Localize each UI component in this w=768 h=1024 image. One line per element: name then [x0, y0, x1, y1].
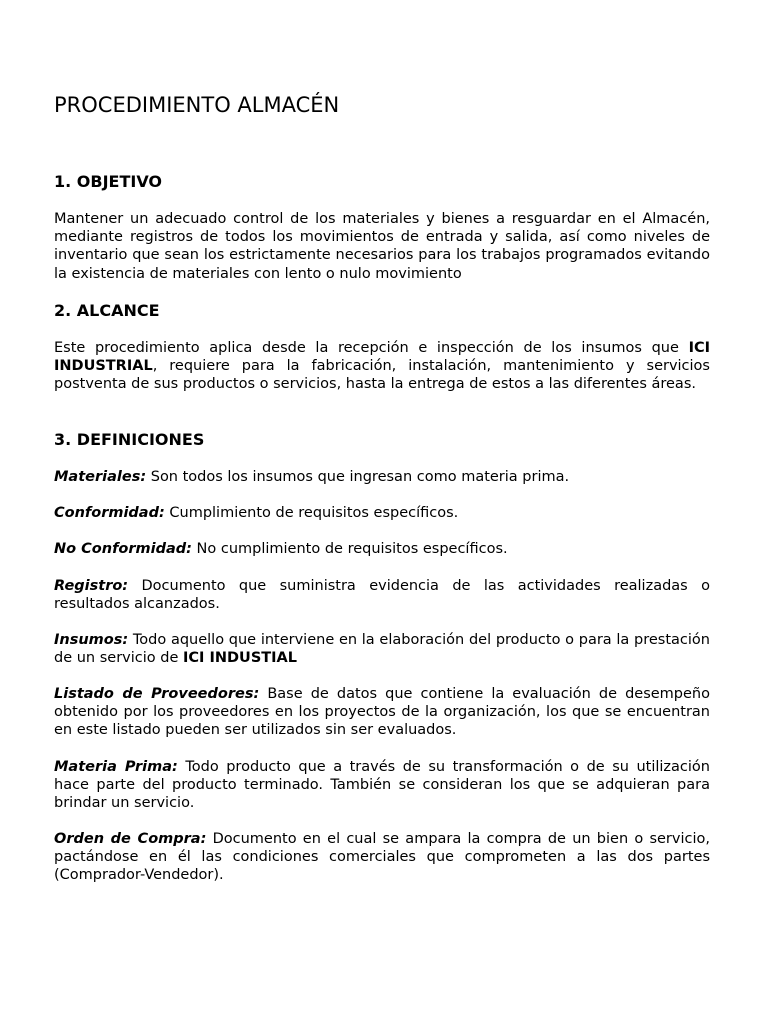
- alcance-paragraph: [54, 339, 710, 394]
- definition-text: Documento que suministra evidencia de las actividades realizadas o resultados alcanzados.: [54, 578, 710, 613]
- definition-company-name: ICI INDUSTIAL: [183, 650, 298, 667]
- definition-materiales: [54, 468, 710, 486]
- definition-orden-de-compra: [54, 830, 710, 885]
- section-heading-definiciones: 3. DEFINICIONES: [54, 430, 205, 449]
- definition-term: Orden de Compra:: [54, 831, 207, 847]
- definition-term: Conformidad:: [54, 505, 165, 521]
- definition-term: Materiales:: [54, 469, 147, 485]
- definition-term: Listado de Proveedores:: [54, 686, 260, 702]
- definition-text: Son todos los insumos que ingresan como materia prima.: [146, 469, 570, 485]
- alcance-text-before: Este procedimiento aplica desde la recepción e inspección de los insumos que: [54, 340, 689, 356]
- definition-term: Registro:: [54, 578, 129, 594]
- definition-text: Base de datos que contiene la evaluación de desempeño obtenido por los proveedores en los proyectos de la organización, los que se encuentran en este listado pueden ser utilizados sin ser evaluados.: [54, 686, 710, 739]
- definition-text: Todo aquello que interviene en la elaboración del producto o para la prestación de un servicio de: [54, 632, 710, 667]
- definition-registro: [54, 577, 710, 613]
- definition-term: Materia Prima:: [54, 759, 178, 775]
- definition-text: Documento en el cual se ampara la compra de un bien o servicio, pactándose en él las condiciones comerciales que comprometen a las dos partes (Comprador-Vendedor).: [54, 831, 710, 884]
- definition-term: Insumos:: [54, 632, 129, 648]
- alcance-text-after: , requiere para la fabricación, instalación, mantenimiento y servicios postventa de sus productos o servicios, hasta la entrega de estos a las diferentes áreas.: [54, 358, 710, 393]
- definition-listado-de-proveedores: [54, 685, 710, 740]
- section-heading-alcance: 2. ALCANCE: [54, 301, 160, 320]
- definition-text: No cumplimiento de requisitos específicos.: [191, 541, 508, 557]
- objetivo-paragraph: Mantener un adecuado control de los materiales y bienes a resguardar en el Almacén, mediante registros de todos los movimientos de entrada y salida, así como niveles de inventario que sean los estrictamente necesarios para los trabajos programados evitando la existencia de materiales con lento o nulo movimiento: [54, 211, 710, 282]
- definition-term: No Conformidad:: [54, 541, 192, 557]
- document-title: PROCEDIMIENTO ALMACÉN: [54, 93, 340, 117]
- definition-materia-prima: [54, 758, 710, 813]
- definition-text: Todo producto que a través de su transformación o de su utilización hace parte del producto terminado. También se consideran los que se adquieran para brindar un servicio.: [54, 759, 710, 812]
- alcance-company-name: ICI INDUSTRIAL: [54, 340, 710, 375]
- definition-text: Cumplimiento de requisitos específicos.: [164, 505, 459, 521]
- definition-no-conformidad: [54, 540, 710, 558]
- definition-conformidad: [54, 504, 710, 522]
- section-heading-objetivo: 1. OBJETIVO: [54, 172, 163, 191]
- definition-insumos: [54, 631, 710, 667]
